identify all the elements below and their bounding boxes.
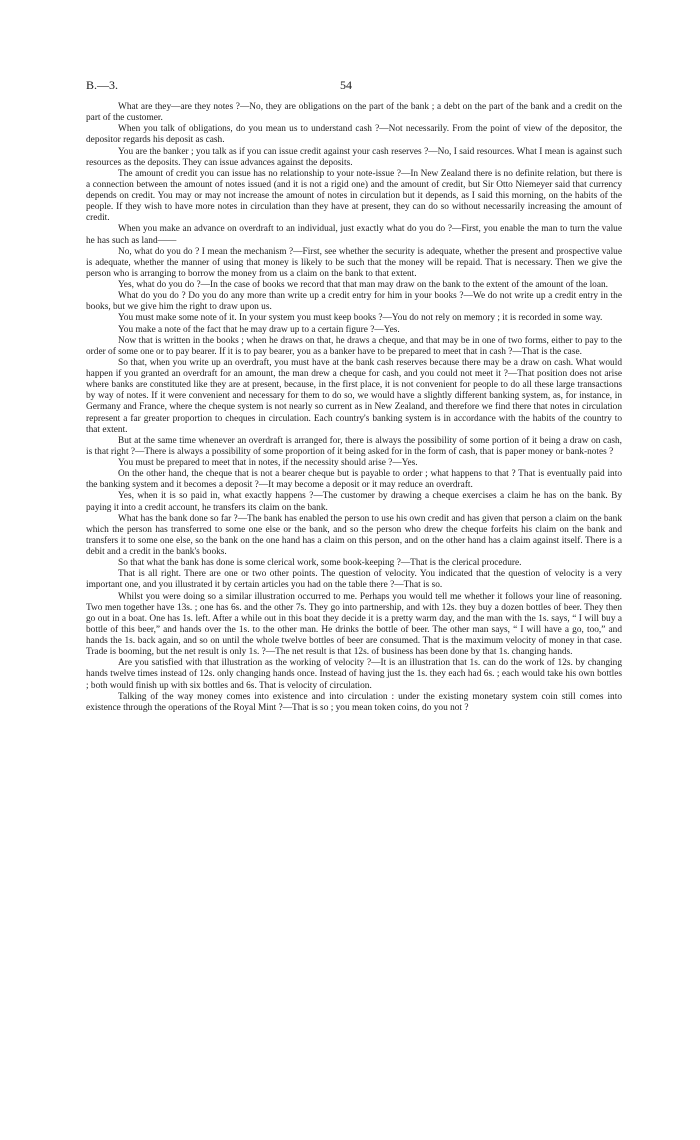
paragraph: You must make some note of it. In your system you must keep books ?—You do not rely on memory ; it is recorded in some way. <box>118 313 603 324</box>
page-number: 54 <box>340 78 352 92</box>
paragraph: Talking of the way money comes into existence and into circulation : under the existing monetary system coin still comes into existence through the operations of the Royal Mint ?—That is so ; you mean token coins, do you not ? <box>86 691 622 713</box>
paragraph: What has the bank done so far ?—The bank has enabled the person to use his own credit and has given that person a claim on the bank which the person has transferred to some one else or the bank, and so the person who drew the cheque forfeits his claim on the bank and transfers it to some one else, so the bank on the one hand has a claim on this person, and on the other hand has a claim against itself. There is a debit and a credit in the bank's books. <box>86 513 622 557</box>
paragraph: What do you do ? Do you do any more than write up a credit entry for him in your books ?—We do not write up a credit entry in the books, but we give him the right to draw upon us. <box>86 291 622 313</box>
transcript-body <box>86 102 622 714</box>
paragraph: Yes, what do you do ?—In the case of books we record that that man may draw on the bank to the extent of the amount of the loan. <box>118 280 608 290</box>
paragraph: You must be prepared to meet that in notes, if the necessity should arise ?—Yes. <box>118 458 418 468</box>
paragraph: That is all right. There are one or two other points. The question of velocity. You indicated that the question of velocity is a very important one, and you illustrated it by certain articles you had on the table there ?—That is so. <box>86 569 622 591</box>
paragraph: The amount of credit you can issue has no relationship to your note-issue ?—In New Zealand there is no definite relation, but there is a connection between the amount of notes issued (and it is not a rigid one) and the amount of credit, but Sir Otto Niemeyer said that currency depends on credit. You may or may not increase the amount of notes in circulation but it depends, as I said this morning, on the habits of the people. If they wish to have more notes in circulation than they have at present, they can do so without necessarily increasing the amount of credit. <box>86 168 622 224</box>
paragraph: You are the banker ; you talk as if you can issue credit against your cash reserves ?—No, I said resources. What I mean is against such resources as the deposits. They can issue advances against the deposits. <box>86 146 622 168</box>
paragraph: When you make an advance on overdraft to an individual, just exactly what do you do ?—First, you enable the man to turn the value he has such as land—— <box>86 224 622 246</box>
document-reference: B.—3. <box>86 78 119 92</box>
paragraph: What are they—are they notes ?—No, they are obligations on the part of the bank ; a debt on the part of the bank and a credit on the part of the customer. <box>86 102 622 124</box>
paragraph: But at the same time whenever an overdraft is arranged for, there is always the possibility of some portion of it being a draw on cash, is that right ?—There is always a possibility of some proportion of it being asked for in the form of cash, that is paper money or bank-notes ? <box>86 435 622 457</box>
paragraph: When you talk of obligations, do you mean us to understand cash ?—Not necessarily. From the point of view of the depositor, the depositor regards his deposit as cash. <box>86 124 622 146</box>
paragraph: So that what the bank has done is some clerical work, some book-keeping ?—That is the clerical procedure. <box>118 558 522 569</box>
paragraph: So that, when you write up an overdraft, you must have at the bank cash reserves because there may be a draw on cash. What would happen if you granted an overdraft for an amount, the man drew a cheque for cash, and you could not meet it ?—That position does not arise where banks are constituted like they are at present, because, in the first place, it is not convenient for people to do all these large transactions by way of notes. If it were convenient and necessary for them to do so, we would have a slightly different banking system, as, for instance, in Germany and France, where the cheque system is not nearly so current as in New Zealand, and therefore we find there that notes in circulation represent a far greater proportion to cheques in circulation. Each country's banking system is in accordance with the habits of the country to that extent. <box>86 357 622 435</box>
paragraph: Whilst you were doing so a similar illustration occurred to me. Perhaps you would tell me whether it follows your line of reasoning. Two men together have 13s. ; one has 6s. and the other 7s. They go into partnership, and with 12s. they buy a dozen bottles of beer. They then go out in a boat. One has 1s. left. After a while out in this boat they decide it is a pretty warm day, and the man with the 1s. says, “ I will buy a bottle of this beer,” and hands over the 1s. to the other man. He drinks the bottle of beer. The other man says, “ I will have a go, too,” and hands the 1s. back again, and so on until the whole twelve bottles of beer are consumed. That is the maximum velocity of money in that case. Trade is booming, but the net result is only 1s. ?—The net result is that 12s. of business has been done by that 1s. changing hands. <box>86 591 622 658</box>
paragraph: Are you satisfied with that illustration as the working of velocity ?—It is an illustration that 1s. can do the work of 12s. by changing hands twelve times instead of 12s. only changing hands once. Instead of having just the 1s. they each had 6s. ; each would take his own bottles ; both would finish up with six bottles and 6s. That is velocity of circulation. <box>86 658 622 691</box>
paragraph: You make a note of the fact that he may draw up to a certain figure ?—Yes. <box>118 324 400 335</box>
page-header <box>86 78 622 94</box>
paragraph: Now that is written in the books ; when he draws on that, he draws a cheque, and that may be in one of two forms, either to pay to the order of some one or to pay bearer. If it is to pay bearer, you as a banker have to be prepared to meet that in cash ?—That is the case. <box>86 335 622 357</box>
paragraph: Yes, when it is so paid in, what exactly happens ?—The customer by drawing a cheque exercises a claim he has on the bank. By paying it into a credit account, he transfers its claim on the bank. <box>86 491 622 513</box>
paragraph: No, what do you do ? I mean the mechanism ?—First, see whether the security is adequate, whether the present and prospective value is adequate, whether the manner of using that money is likely to be such that the money will be repaid. That is necessary. Then we give the person who is arranging to borrow the money from us a claim on the bank to that extent. <box>86 246 622 279</box>
paragraph: On the other hand, the cheque that is not a bearer cheque but is payable to order ; what happens to that ? That is eventually paid into the banking system and it becomes a deposit ?—It may become a deposit or it may reduce an overdraft. <box>86 469 622 491</box>
